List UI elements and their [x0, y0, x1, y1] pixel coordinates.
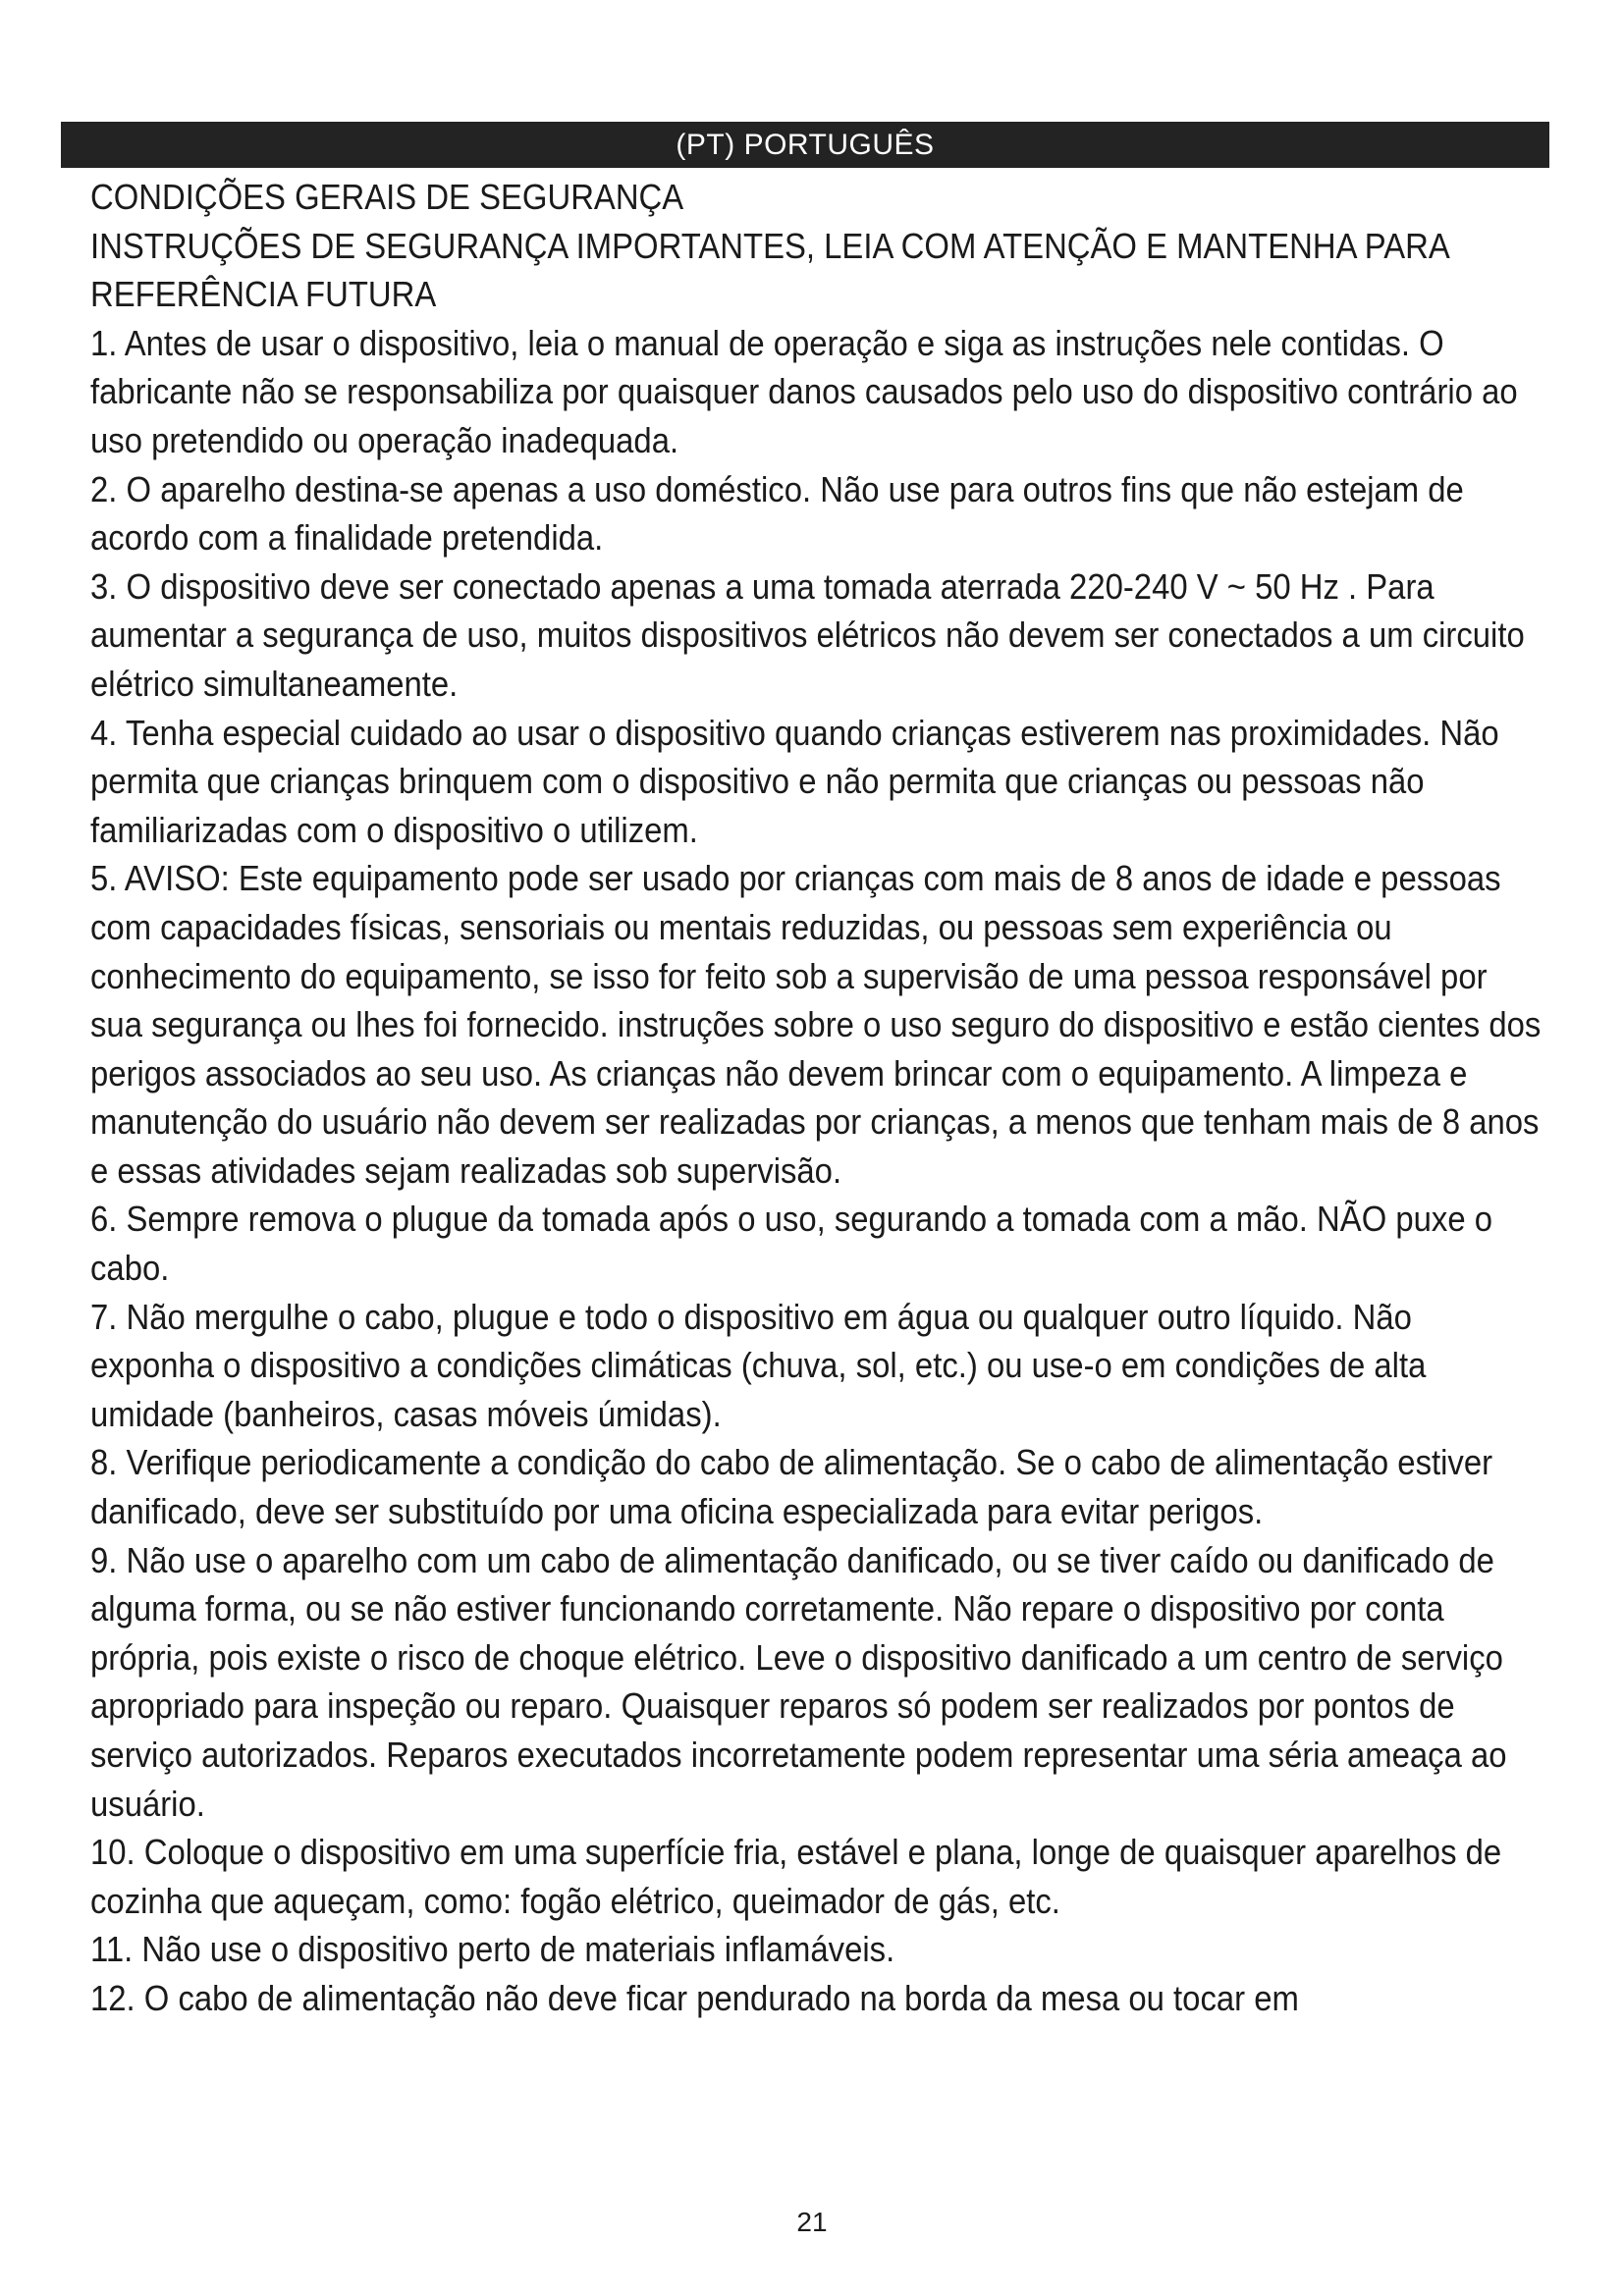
instruction-item-5: 5. AVISO: Este equipamento pode ser usado por crianças com mais de 8 anos de idade e pessoas com capacidades físicas, sensoriais ou mentais reduzidas, ou pessoas sem experiência ou conhecimento do equipamento, se isso for feito sob a supervisão de uma pessoa responsável por sua segurança ou lhes foi fornecido. instruções sobre o uso seguro do dispositivo e estão cientes dos perigos associados ao seu uso. As crianças não devem brincar com o equipamento. A limpeza e manutenção do usuário não devem ser realizadas por crianças, a menos que tenham mais de 8 anos e essas atividades sejam realizadas sob supervisão.	[90, 858, 1542, 1191]
instruction-item-10: 10. Coloque o dispositivo em uma superfície fria, estável e plana, longe de quaisquer aparelhos de cozinha que aqueçam, como: fogão elétrico, queimador de gás, etc.	[90, 1832, 1502, 1921]
instruction-item-12: 12. O cabo de alimentação não deve ficar pendurado na borda da mesa ou tocar em	[90, 1977, 1299, 2018]
instruction-item-4: 4. Tenha especial cuidado ao usar o dispositivo quando crianças estiverem nas proximidades. Não permita que crianças brinquem com o dispositivo e não permita que crianças ou pessoas não familiarizadas com o dispositivo o utilizem.	[90, 712, 1499, 850]
instruction-item-3: 3. O dispositivo deve ser conectado apenas a uma tomada aterrada 220-240 V ~ 50 Hz . Para aumentar a segurança de uso, muitos dispositivos elétricos não devem ser conectados a um circuito elétrico simultaneamente.	[90, 565, 1525, 704]
page-number: 21	[796, 2207, 828, 2237]
instruction-item-2: 2. O aparelho destina-se apenas a uso doméstico. Não use para outros fins que não estejam de acordo com a finalidade pretendida.	[90, 468, 1464, 559]
instruction-item-11: 11. Não use o dispositivo perto de materiais inflamáveis.	[90, 1929, 895, 1970]
instruction-item-7: 7. Não mergulhe o cabo, plugue e todo o dispositivo em água ou qualquer outro líquido. Não exponha o dispositivo a condições climáticas (chuva, sol, etc.) ou use-o em condições de alta umidade (banheiros, casas móveis úmidas).	[90, 1296, 1427, 1434]
document-body	[90, 173, 1543, 2023]
instruction-item-6: 6. Sempre remova o plugue da tomada após o uso, segurando a tomada com a mão. NÃO puxe o cabo.	[90, 1199, 1493, 1289]
section-subtitle: INSTRUÇÕES DE SEGURANÇA IMPORTANTES, LEIA COM ATENÇÃO E MANTENHA PARA REFERÊNCIA FUTURA	[90, 225, 1449, 315]
language-header-bar	[61, 122, 1549, 168]
language-label: (PT) PORTUGUÊS	[676, 129, 935, 161]
instruction-item-8: 8. Verifique periodicamente a condição do cabo de alimentação. Se o cabo de alimentação estiver danificado, deve ser substituído por uma oficina especializada para evitar perigos.	[90, 1442, 1493, 1532]
instruction-item-9: 9. Não use o aparelho com um cabo de alimentação danificado, ou se tiver caído ou danificado de alguma forma, ou se não estiver funcionando corretamente. Não repare o dispositivo por conta própria, pois existe o risco de choque elétrico. Leve o dispositivo danificado a um centro de serviço apropriado para inspeção ou reparo. Quaisquer reparos só podem ser realizados por pontos de serviço autorizados. Reparos executados incorretamente podem representar uma séria ameaça ao usuário.	[90, 1539, 1507, 1824]
section-title: CONDIÇÕES GERAIS DE SEGURANÇA	[90, 177, 684, 217]
instruction-item-1: 1. Antes de usar o dispositivo, leia o manual de operação e siga as instruções nele contidas. O fabricante não se responsabiliza por quaisquer danos causados pelo uso do dispositivo contrário ao uso pretendido ou operação inadequada.	[90, 322, 1518, 460]
